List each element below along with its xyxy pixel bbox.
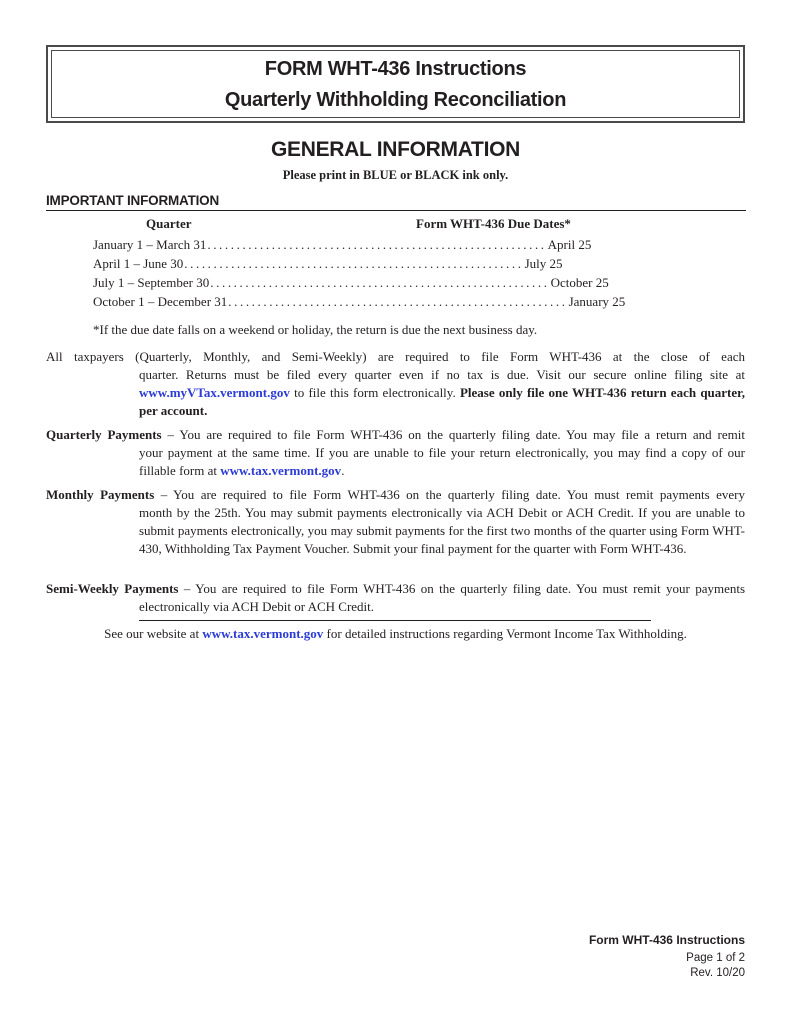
- paragraph-body: [46, 366, 745, 420]
- paragraph-text: your payment at the same time. If you are unable to file your return electronically, you may find a copy of our fillable form at: [139, 445, 745, 478]
- due-date-row: [93, 294, 626, 312]
- form-title: FORM WHT-436 Instructions: [264, 58, 527, 80]
- important-information-heading: IMPORTANT INFORMATION: [46, 193, 220, 208]
- due-date: April 25: [547, 237, 592, 252]
- tax-vermont-link[interactable]: www.tax.vermont.gov: [202, 626, 324, 641]
- dot-leader: ..........................................................: [228, 294, 568, 309]
- due-date-row: [93, 237, 592, 255]
- quarter-range: April 1 – June 30: [93, 256, 184, 271]
- ink-instruction: Please print in BLUE or BLACK ink only.: [282, 168, 509, 182]
- see-website-text: for detailed instructions regarding Vermont Income Tax Withholding.: [323, 626, 687, 641]
- semi-weekly-payments-paragraph: [46, 580, 745, 616]
- dot-leader: ..........................................................: [184, 256, 524, 271]
- title-box: [46, 45, 745, 123]
- footer-form-name: Form WHT-436 Instructions: [588, 933, 745, 947]
- semi-weekly-payments-label: Semi-Weekly Payments: [46, 581, 179, 596]
- section-divider: [46, 210, 746, 211]
- paragraph-text: to file this form electronically.: [289, 385, 460, 400]
- paragraph-body: month by the 25th. You may submit payments electronically via ACH Debit or ACH Credit. If you are unable to submit payments electronically, you may submit payments for the first two months of the quarter using Form WHT-430, Withholding Tax Payment Voucher. Submit your final payment for the quarter with Form WHT-436.: [139, 505, 745, 556]
- paragraph-text: quarter. Returns must be filed every quarter even if no tax is due. Visit our secure online filing site at: [139, 367, 745, 382]
- tax-vermont-link[interactable]: www.tax.vermont.gov: [220, 463, 342, 478]
- due-date: January 25: [568, 294, 626, 309]
- monthly-payments-paragraph: [46, 486, 745, 558]
- dot-leader: ..........................................................: [210, 275, 550, 290]
- quarter-range: October 1 – December 31: [93, 294, 228, 309]
- due-date-column-header: Form WHT-436 Due Dates*: [416, 216, 571, 231]
- footer-revision: Rev. 10/20: [690, 967, 745, 979]
- paragraph-line: [46, 580, 745, 598]
- paragraph-body: electronically via ACH Debit or ACH Credit.: [139, 599, 375, 614]
- paragraph-line: All taxpayers (Quarterly, Monthly, and Semi-Weekly) are required to file Form WHT-436 at the close of each: [46, 349, 745, 364]
- due-date: October 25: [550, 275, 609, 290]
- general-information-heading: GENERAL INFORMATION: [270, 138, 521, 161]
- paragraph-text: – You are required to file Form WHT-436 on the quarterly filing date. You must remit your payments: [178, 581, 746, 596]
- quarter-range: July 1 – September 30: [93, 275, 210, 290]
- due-date-footnote: *If the due date falls on a weekend or holiday, the return is due the next business day.: [93, 322, 538, 337]
- form-subtitle: Quarterly Withholding Reconciliation: [224, 89, 567, 111]
- monthly-payments-label: Monthly Payments: [46, 487, 155, 502]
- footer-page-number: Page 1 of 2: [686, 952, 745, 964]
- paragraph-text: .: [341, 463, 345, 478]
- quarter-range: January 1 – March 31: [93, 237, 207, 252]
- paragraph-line: [46, 426, 745, 444]
- paragraph-body: [46, 444, 745, 480]
- paragraph-text: – You are required to file Form WHT-436 on the quarterly filing date. You must remit payments every: [154, 487, 745, 502]
- one-return-notice: Please only file one WHT-436 return each quarter, per account.: [139, 385, 745, 418]
- paragraph-text: – You are required to file Form WHT-436 on the quarterly filing date. You may file a return and remit: [161, 427, 745, 442]
- paragraph-line: [46, 486, 745, 504]
- all-taxpayers-paragraph: [46, 348, 745, 420]
- due-date-row: [93, 275, 609, 293]
- see-website-text: See our website at: [104, 626, 203, 641]
- dot-leader: ..........................................................: [207, 237, 547, 252]
- section-end-divider: [139, 620, 651, 621]
- due-date-row: [93, 256, 563, 274]
- quarter-column-header: Quarter: [146, 216, 192, 231]
- quarterly-payments-paragraph: [46, 426, 745, 480]
- myvtax-link[interactable]: www.myVTax.vermont.gov: [139, 385, 290, 400]
- quarterly-payments-label: Quarterly Payments: [46, 427, 162, 442]
- see-website-line: [0, 626, 791, 642]
- due-date: July 25: [524, 256, 563, 271]
